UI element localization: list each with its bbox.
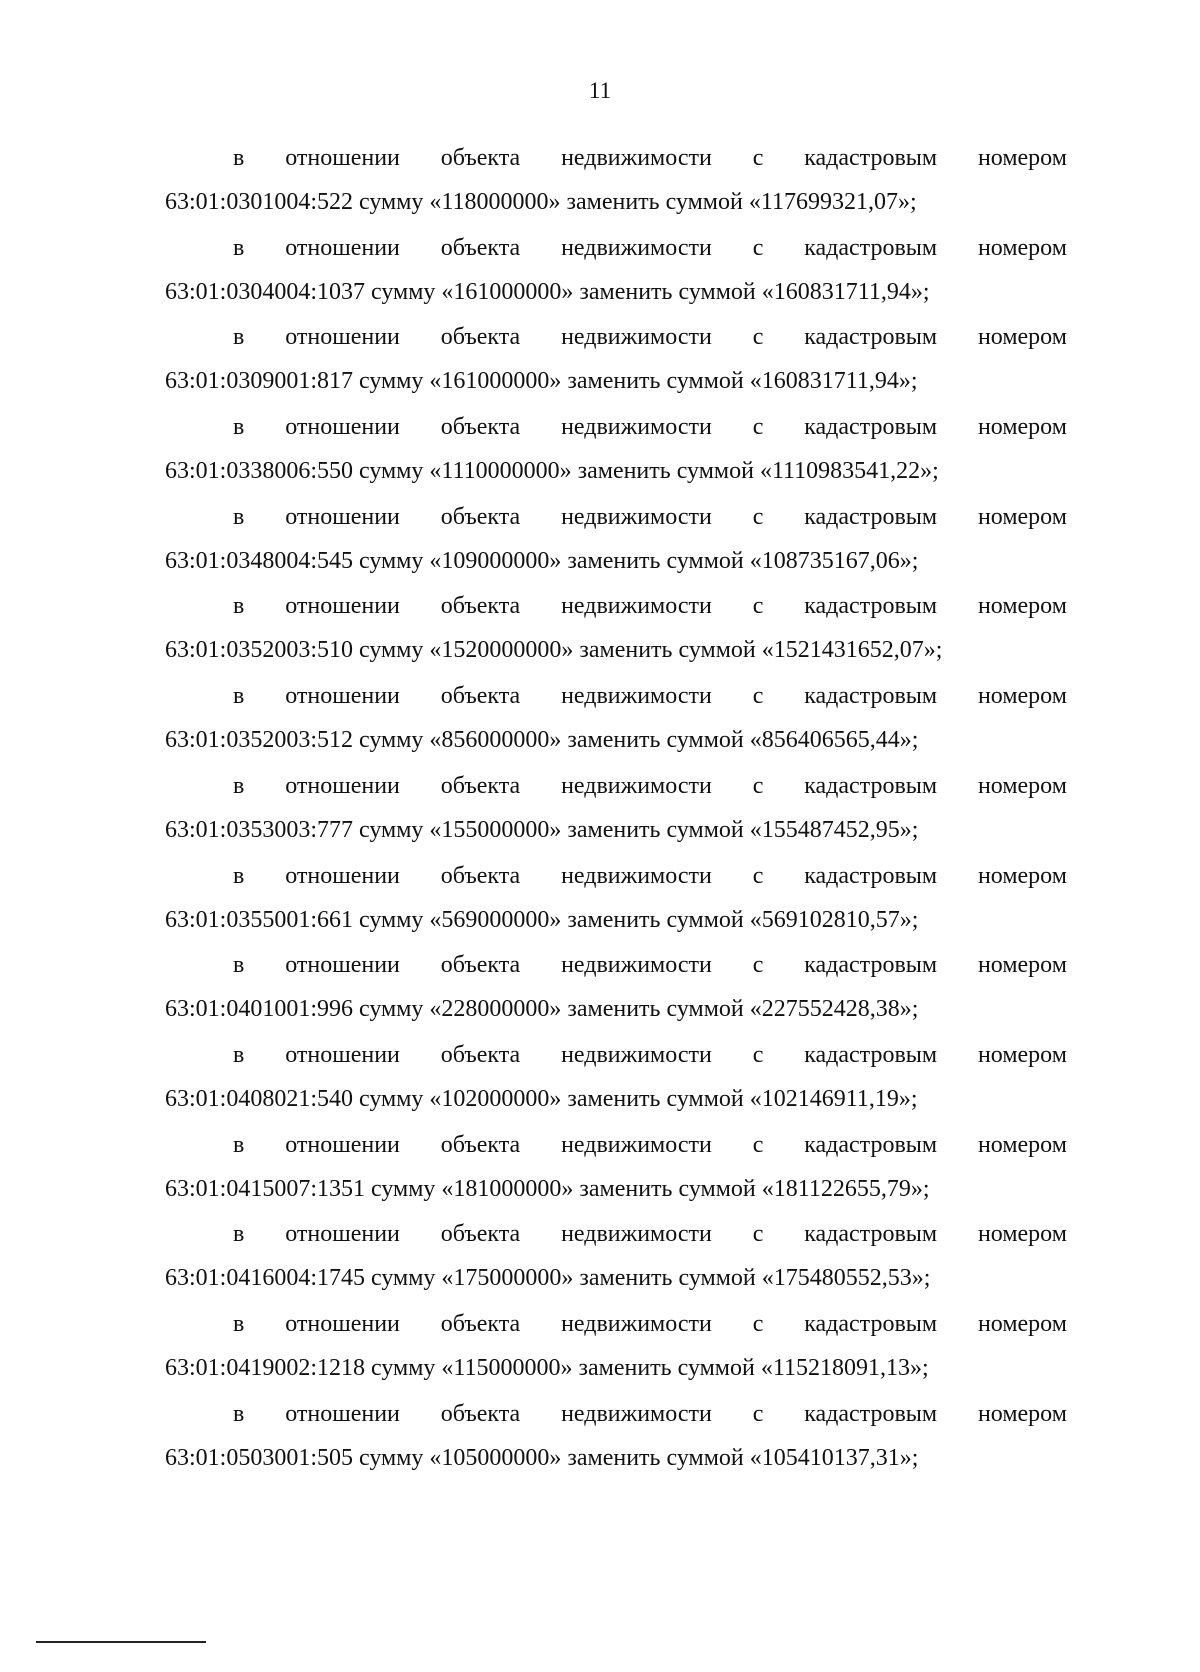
entry-word: с bbox=[752, 234, 764, 261]
entry-word: объекта bbox=[440, 145, 521, 171]
entry-detail-line: 63:01:0352003:512 сумму «856000000» заменить суммой «856406565,44»; bbox=[165, 727, 919, 754]
amendment-entry bbox=[165, 854, 1067, 944]
entry-detail-line: 63:01:0352003:510 сумму «1520000000» заменить суммой «1521431652,07»; bbox=[165, 637, 943, 664]
entry-detail-line: 63:01:0355001:661 сумму «569000000» заменить суммой «569102810,57»; bbox=[165, 906, 919, 933]
entry-word: объекта bbox=[440, 234, 521, 261]
entry-word: в bbox=[233, 862, 245, 889]
entry-word: с bbox=[752, 414, 764, 441]
page-number: 11 bbox=[588, 78, 612, 103]
entry-lead-line bbox=[165, 136, 1067, 180]
entry-lead-line bbox=[165, 405, 1067, 449]
entry-word: объекта bbox=[440, 683, 521, 710]
entry-word: номером bbox=[977, 772, 1067, 799]
entry-word: объекта bbox=[440, 772, 521, 799]
entry-lead-line bbox=[165, 854, 1067, 898]
entry-word: в bbox=[233, 952, 245, 979]
entry-word: отношении bbox=[285, 234, 400, 261]
entry-word: в bbox=[233, 1131, 245, 1158]
entry-word: кадастровым bbox=[804, 1041, 938, 1068]
entry-word: недвижимости bbox=[561, 414, 712, 441]
entry-detail-line: 63:01:0353003:777 сумму «155000000» заменить суммой «155487452,95»; bbox=[165, 816, 919, 843]
amendment-entry bbox=[165, 584, 1067, 674]
entry-word: объекта bbox=[440, 324, 521, 351]
entry-word: в bbox=[233, 234, 245, 261]
entry-word: номером bbox=[977, 145, 1067, 171]
entry-lead-line bbox=[165, 1302, 1067, 1346]
entry-word: кадастровым bbox=[804, 952, 938, 979]
entry-word: недвижимости bbox=[561, 1041, 712, 1068]
entry-word: отношении bbox=[285, 1400, 400, 1427]
entry-word: кадастровым bbox=[804, 862, 938, 889]
entry-word: в bbox=[233, 772, 245, 799]
amendment-entry bbox=[165, 1392, 1067, 1482]
entry-word: номером bbox=[977, 683, 1067, 710]
entry-word: объекта bbox=[440, 593, 521, 620]
entry-word: объекта bbox=[440, 1310, 521, 1337]
amendment-entry bbox=[165, 1033, 1067, 1123]
entry-word: отношении bbox=[285, 1221, 400, 1248]
entry-word: кадастровым bbox=[804, 772, 938, 799]
entry-detail-line: 63:01:0416004:1745 сумму «175000000» заменить суммой «175480552,53»; bbox=[165, 1265, 931, 1292]
footnote-rule bbox=[36, 1641, 206, 1643]
entry-word: недвижимости bbox=[561, 1221, 712, 1248]
entry-word: недвижимости bbox=[561, 145, 712, 171]
amendment-entry bbox=[165, 315, 1067, 405]
entry-word: недвижимости bbox=[561, 234, 712, 261]
entry-word: отношении bbox=[285, 862, 400, 889]
entry-word: номером bbox=[977, 324, 1067, 351]
entry-word: кадастровым bbox=[804, 1400, 938, 1427]
entry-word: кадастровым bbox=[804, 234, 938, 261]
entry-word: в bbox=[233, 324, 245, 351]
amendment-entry bbox=[165, 405, 1067, 495]
entry-word: с bbox=[752, 772, 764, 799]
entry-word: объекта bbox=[440, 414, 521, 441]
entry-word: с bbox=[752, 1400, 764, 1427]
entry-word: кадастровым bbox=[804, 414, 938, 441]
entry-word: кадастровым bbox=[804, 1131, 938, 1158]
entry-word: отношении bbox=[285, 772, 400, 799]
entry-word: номером bbox=[977, 503, 1067, 530]
entry-word: кадастровым bbox=[804, 1221, 938, 1248]
entry-word: кадастровым bbox=[804, 503, 938, 530]
amendment-entry bbox=[165, 136, 1067, 226]
entry-word: в bbox=[233, 683, 245, 710]
entry-word: с bbox=[752, 952, 764, 979]
entry-word: объекта bbox=[440, 862, 521, 889]
entry-lead-line bbox=[165, 764, 1067, 808]
amendment-entry bbox=[165, 674, 1067, 764]
entry-word: номером bbox=[977, 234, 1067, 261]
entry-lead-line bbox=[165, 584, 1067, 628]
amendment-entry bbox=[165, 1123, 1067, 1213]
entry-detail-line: 63:01:0348004:545 сумму «109000000» заменить суммой «108735167,06»; bbox=[165, 547, 919, 574]
entry-word: номером bbox=[977, 952, 1067, 979]
entry-word: недвижимости bbox=[561, 772, 712, 799]
entry-word: отношении bbox=[285, 503, 400, 530]
entry-word: недвижимости bbox=[561, 683, 712, 710]
amendment-entry bbox=[165, 764, 1067, 854]
entry-lead-line bbox=[165, 1033, 1067, 1077]
amendment-entry bbox=[165, 495, 1067, 585]
entry-word: недвижимости bbox=[561, 952, 712, 979]
entry-word: номером bbox=[977, 1131, 1067, 1158]
amendment-entry bbox=[165, 1302, 1067, 1392]
entry-word: в bbox=[233, 593, 245, 620]
entry-word: с bbox=[752, 324, 764, 351]
entry-word: номером bbox=[977, 414, 1067, 441]
entry-word: кадастровым bbox=[804, 593, 938, 620]
entry-detail-line: 63:01:0309001:817 сумму «161000000» заменить суммой «160831711,94»; bbox=[165, 368, 918, 395]
entry-word: с bbox=[752, 862, 764, 889]
entry-word: объекта bbox=[440, 1221, 521, 1248]
entry-word: кадастровым bbox=[804, 324, 938, 351]
entry-word: отношении bbox=[285, 593, 400, 620]
entry-word: отношении bbox=[285, 1131, 400, 1158]
entry-detail-line: 63:01:0408021:540 сумму «102000000» заменить суммой «102146911,19»; bbox=[165, 1085, 918, 1112]
entry-detail-line: 63:01:0503001:505 сумму «105000000» заменить суммой «105410137,31»; bbox=[165, 1444, 919, 1471]
entry-lead-line bbox=[165, 674, 1067, 718]
entry-word: с bbox=[752, 145, 764, 171]
entry-word: с bbox=[752, 683, 764, 710]
entry-word: номером bbox=[977, 593, 1067, 620]
entry-word: недвижимости bbox=[561, 503, 712, 530]
entry-word: кадастровым bbox=[804, 145, 938, 171]
entry-detail-line: 63:01:0338006:550 сумму «1110000000» заменить суммой «1110983541,22»; bbox=[165, 458, 939, 485]
entry-lead-line bbox=[165, 943, 1067, 987]
entry-detail-line: 63:01:0415007:1351 сумму «181000000» заменить суммой «181122655,79»; bbox=[165, 1175, 930, 1202]
entry-word: отношении bbox=[285, 1041, 400, 1068]
entry-word: в bbox=[233, 145, 245, 171]
entry-word: номером bbox=[977, 862, 1067, 889]
entry-word: в bbox=[233, 1221, 245, 1248]
entry-word: объекта bbox=[440, 1400, 521, 1427]
entry-word: отношении bbox=[285, 414, 400, 441]
entry-word: объекта bbox=[440, 1041, 521, 1068]
entry-word: недвижимости bbox=[561, 862, 712, 889]
entry-word: кадастровым bbox=[804, 1310, 938, 1337]
entry-lead-line bbox=[165, 495, 1067, 539]
entry-lead-line bbox=[165, 1392, 1067, 1436]
entry-word: отношении bbox=[285, 683, 400, 710]
entry-detail-line: 63:01:0401001:996 сумму «228000000» заменить суммой «227552428,38»; bbox=[165, 996, 919, 1023]
entry-lead-line bbox=[165, 226, 1067, 270]
entry-word: объекта bbox=[440, 1131, 521, 1158]
entry-word: отношении bbox=[285, 145, 400, 171]
entry-word: номером bbox=[977, 1041, 1067, 1068]
amendment-entry bbox=[165, 1212, 1067, 1302]
entry-word: в bbox=[233, 1041, 245, 1068]
entry-word: объекта bbox=[440, 503, 521, 530]
entry-lead-line bbox=[165, 1123, 1067, 1167]
entry-word: недвижимости bbox=[561, 1400, 712, 1427]
entry-detail-line: 63:01:0304004:1037 сумму «161000000» заменить суммой «160831711,94»; bbox=[165, 278, 930, 305]
amendment-entry bbox=[165, 943, 1067, 1033]
entry-lead-line bbox=[165, 315, 1067, 359]
entry-lead-line bbox=[165, 1212, 1067, 1256]
entry-word: объекта bbox=[440, 952, 521, 979]
entry-detail-line: 63:01:0419002:1218 сумму «115000000» заменить суммой «115218091,13»; bbox=[165, 1354, 929, 1381]
amendment-entry bbox=[165, 226, 1067, 316]
entry-detail-line: 63:01:0301004:522 сумму «118000000» заменить суммой «117699321,07»; bbox=[165, 189, 917, 215]
entry-word: в bbox=[233, 1400, 245, 1427]
entry-word: отношении bbox=[285, 952, 400, 979]
entry-word: в bbox=[233, 414, 245, 441]
amendment-list bbox=[165, 136, 1067, 1481]
entry-word: номером bbox=[977, 1310, 1067, 1337]
entry-word: в bbox=[233, 503, 245, 530]
entry-word: с bbox=[752, 1310, 764, 1337]
entry-word: с bbox=[752, 1041, 764, 1068]
entry-word: с bbox=[752, 1221, 764, 1248]
entry-word: номером bbox=[977, 1221, 1067, 1248]
entry-word: с bbox=[752, 503, 764, 530]
entry-word: отношении bbox=[285, 324, 400, 351]
entry-word: кадастровым bbox=[804, 683, 938, 710]
entry-word: с bbox=[752, 593, 764, 620]
entry-word: недвижимости bbox=[561, 1310, 712, 1337]
entry-word: недвижимости bbox=[561, 1131, 712, 1158]
entry-word: в bbox=[233, 1310, 245, 1337]
entry-word: с bbox=[752, 1131, 764, 1158]
entry-word: недвижимости bbox=[561, 593, 712, 620]
entry-word: отношении bbox=[285, 1310, 400, 1337]
entry-word: номером bbox=[977, 1400, 1067, 1427]
entry-word: недвижимости bbox=[561, 324, 712, 351]
